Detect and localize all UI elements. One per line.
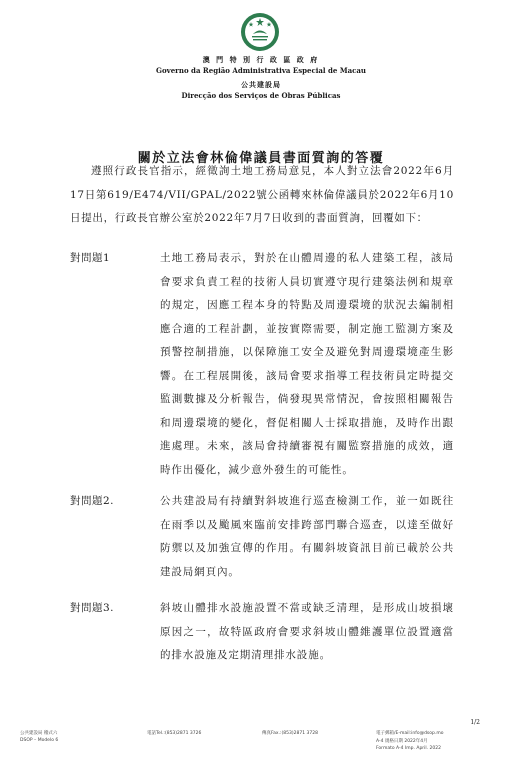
answer-2 — [70, 490, 454, 584]
footer-address: 公共建設局 稽式六 — [20, 731, 58, 736]
macau-emblem — [240, 12, 280, 52]
answer-3 — [70, 597, 454, 668]
page-number: 1/2 — [470, 719, 480, 726]
header-department-pt: Direcção dos Serviços de Obras Públicas — [181, 91, 341, 100]
document-title: 關於立法會林倫偉議員書面質詢的答覆 — [137, 151, 385, 166]
footer-model: DSOP – Modelo 6 — [20, 738, 59, 743]
footer-spec: A-4 規格日期 2022年4月 — [376, 739, 428, 744]
footer-format: Formato A-4 Imp. April. 2022 — [376, 746, 441, 751]
answer-3-text: 斜坡山體排水設施設置不當或缺乏清理，是形成山坡損壞原因之一，故特區政府會要求斜坡山體維護單位設置適當的排水設施及定期清理排水設施。 — [160, 602, 454, 661]
intro-section — [70, 160, 454, 231]
answer-3-label: 對問題3. — [70, 602, 115, 614]
answer-1-label: 對問題1 — [70, 252, 111, 264]
header-government-zh: 澳 門 特 別 行 政 區 政 府 — [202, 55, 320, 64]
footer-email: 電子郵箱/E-mail:info@dsop.mo — [376, 731, 444, 736]
intro-paragraph: 遵照行政長官指示，經徵詢土地工務局意見，本人對立法會2022年6月17日第619/E474/VII/GPAL/2022號公函轉來林倫偉議員於2022年6月10日提出，行政長官辦公室於2022年7月7日收到的書面質詢，回覆如下： — [70, 165, 454, 224]
header-government-pt: Governo da Região Administrativa Especial de Macau — [156, 66, 366, 75]
answer-1 — [70, 247, 454, 482]
page-footer — [0, 730, 522, 766]
footer-telephone: 電話Tel.:(853)2871 3726 — [147, 731, 202, 736]
footer-fax: 傳真Fax.:(853)2871 3728 — [262, 731, 318, 736]
answer-2-label: 對問題2. — [70, 495, 115, 507]
header-department-zh: 公共建設局 — [241, 80, 281, 89]
answer-2-text: 公共建設局有持續對斜坡進行巡查檢測工作，並一如既往在雨季以及颱風來臨前安排跨部門聯合巡查，以達至做好防禦以及加強宣傳的作用。有關斜坡資訊目前已載於公共建設局網頁內。 — [160, 495, 454, 578]
answer-1-text: 土地工務局表示，對於在山體周邊的私人建築工程，該局會要求負責工程的技術人員切實遵守現行建築法例和規章的規定，因應工程本身的特點及周邊環境的狀況去編制相應合適的工程計劃，並按實際需要，制定施工監測方案及預警控制措施，以保障施工安全及避免對周邊環境產生影響。在工程展開後，該局會要求指導工程技術員定時提交監測數據及分析報告，倘發現異常情況，會按照相關報告和周邊環境的變化，督促相關人士採取措施，及時作出跟進處理。未來，該局會持續審視有關監察措施的成效，適時作出優化，減少意外發生的可能性。 — [160, 252, 454, 476]
